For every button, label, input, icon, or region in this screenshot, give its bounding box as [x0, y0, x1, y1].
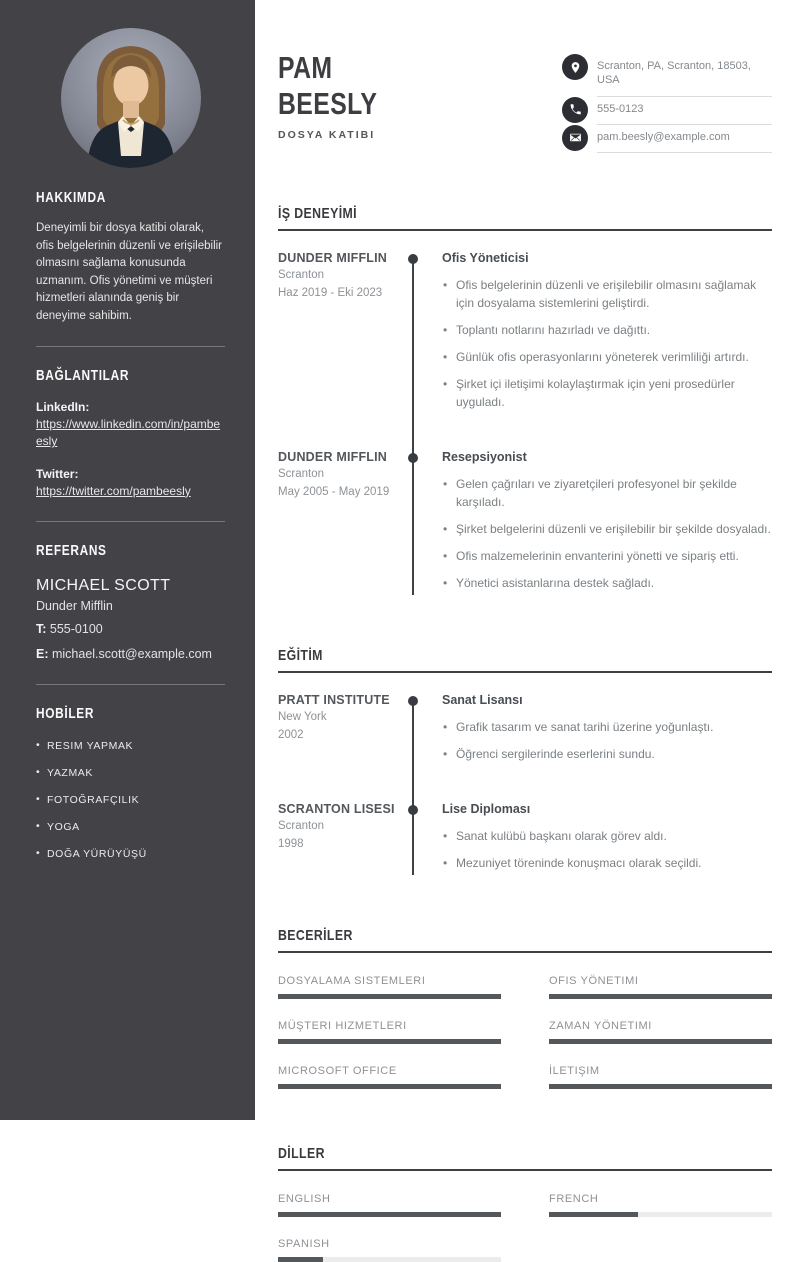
education-section — [278, 647, 772, 881]
skill-bar-fill — [549, 994, 772, 999]
school-location: Scranton — [278, 820, 325, 833]
sidebar-divider — [36, 521, 225, 522]
school-name: SCRANTON LISESI — [278, 802, 395, 817]
language-label: FRENCH — [549, 1193, 599, 1206]
experience-org-block — [278, 251, 408, 420]
contact-location-row — [562, 54, 772, 97]
skill-label: İLETIŞIM — [549, 1065, 600, 1078]
twitter-label: Twitter: — [36, 466, 79, 481]
company-name: DUNDER MIFFLIN — [278, 251, 388, 266]
employment-dates: May 2005 - May 2019 — [278, 486, 390, 499]
bullet: • Öğrenci sergilerinde eserlerini sundu. — [442, 745, 772, 763]
bullet: • Mezuniyet töreninde konuşmacı olarak seçildi. — [442, 854, 772, 872]
sidebar — [0, 0, 255, 1120]
experience-detail — [442, 251, 772, 420]
location-icon — [562, 54, 588, 80]
timeline-dot-cell — [408, 693, 442, 772]
education-item — [278, 802, 772, 881]
linkedin-link[interactable]: https://www.linkedin.com/in/pambeesly — [36, 417, 221, 449]
skill-bar-fill — [549, 1039, 772, 1044]
role-title: Ofis Yöneticisi — [442, 251, 529, 266]
skill-bar-fill — [278, 994, 501, 999]
hobby-item: • YAZMAK — [36, 767, 225, 779]
skill-label: OFIS YÖNETIMI — [549, 975, 639, 988]
hobbies-title: HOBİLER — [36, 705, 95, 722]
skill-label: DOSYALAMA SISTEMLERI — [278, 975, 426, 988]
phone-label: T: — [36, 622, 47, 637]
bullet: • Sanat kulübü başkanı olarak görev aldı. — [442, 827, 772, 845]
timeline-dot — [408, 805, 418, 815]
timeline-dot — [408, 254, 418, 264]
sidebar-divider — [36, 346, 225, 347]
twitter-link[interactable]: https://twitter.com/pambeesly — [36, 483, 191, 498]
phone-value: 555-0100 — [49, 622, 103, 637]
company-location: Scranton — [278, 468, 325, 481]
role-title: Resepsiyonist — [442, 450, 527, 465]
degree-title: Lise Diploması — [442, 802, 531, 817]
email-icon — [562, 125, 588, 151]
company-name: DUNDER MIFFLIN — [278, 450, 388, 465]
education-bullets — [442, 827, 772, 872]
profile-photo — [61, 28, 201, 168]
skill-bar — [549, 1039, 772, 1044]
language-bar-fill — [549, 1212, 638, 1217]
section-rule — [278, 671, 772, 673]
contact-block — [562, 54, 772, 153]
portrait-illustration — [61, 28, 201, 168]
school-name: PRATT INSTITUTE — [278, 693, 390, 708]
languages-title: DİLLER — [278, 1145, 325, 1163]
school-location: New York — [278, 711, 327, 724]
skill-bar-fill — [549, 1084, 772, 1089]
skill-label: ZAMAN YÖNETIMI — [549, 1020, 652, 1033]
education-dates: 2002 — [278, 729, 304, 742]
bullet: • Şirket belgelerini düzenli ve erişilebilir bir şekilde dosyaladı. — [442, 520, 772, 538]
reference-phone — [36, 621, 225, 638]
language-item — [549, 1193, 772, 1217]
sidebar-divider — [36, 684, 225, 685]
languages-grid — [278, 1193, 772, 1262]
contact-location: Scranton, PA, Scranton, 18503, USA — [597, 54, 772, 97]
main-content — [255, 0, 794, 1251]
skill-label: MICROSOFT OFFICE — [278, 1065, 397, 1078]
hobby-item: • FOTOĞRAFÇILIK — [36, 794, 225, 806]
section-rule — [278, 1169, 772, 1171]
experience-section — [278, 205, 772, 601]
reference-company: Dunder Mifflin — [36, 599, 113, 614]
contact-phone-row — [562, 97, 772, 125]
experience-bullets — [442, 475, 772, 592]
education-bullets — [442, 718, 772, 763]
language-label: SPANISH — [278, 1238, 330, 1251]
linkedin-link-group — [36, 400, 225, 451]
degree-title: Sanat Lisansı — [442, 693, 523, 708]
reference-email — [36, 646, 225, 663]
language-item-empty — [549, 1238, 772, 1262]
about-section — [36, 190, 225, 325]
language-label: ENGLISH — [278, 1193, 331, 1206]
skill-item — [549, 975, 772, 999]
skills-grid — [278, 975, 772, 1089]
bullet: • Ofis malzemelerinin envanterini yönetti ve sipariş etti. — [442, 547, 772, 565]
education-title: EĞİTİM — [278, 647, 323, 665]
skills-section — [278, 927, 772, 1089]
name-block — [278, 50, 562, 141]
bullet: • Grafik tasarım ve sanat tarihi üzerine yoğunlaştı. — [442, 718, 772, 736]
phone-icon — [562, 97, 588, 123]
language-bar — [278, 1212, 501, 1217]
skills-title: BECERİLER — [278, 927, 353, 945]
reference-name: MICHAEL SCOTT — [36, 577, 171, 595]
linkedin-label: LinkedIn: — [36, 400, 90, 414]
skill-bar — [278, 994, 501, 999]
experience-detail — [442, 450, 772, 601]
language-item — [278, 1238, 501, 1262]
experience-item — [278, 251, 772, 420]
reference-section — [36, 543, 225, 663]
skill-bar — [278, 1084, 501, 1089]
education-dates: 1998 — [278, 838, 304, 851]
skill-item — [549, 1065, 772, 1089]
language-bar-fill — [278, 1212, 501, 1217]
reference-title: REFERANS — [36, 543, 107, 560]
experience-timeline — [278, 251, 772, 601]
full-name — [278, 50, 562, 122]
bullet: • Toplantı notlarını hazırladı ve dağıttı. — [442, 321, 772, 339]
about-text: Deneyimli bir dosya katibi olarak, ofis belgelerinin düzenli ve erişilebilir olmasını sağlama konusunda uzmanım. Ofis yönetimi ve müşteri hizmetleri alanında geniş bir deneyime sahibim. — [36, 222, 223, 322]
bullet: • Günlük ofis operasyonlarını yöneterek verimliliği artırdı. — [442, 348, 772, 366]
hobby-item: • RESIM YAPMAK — [36, 740, 225, 752]
skill-bar — [549, 1084, 772, 1089]
hobby-list — [36, 740, 225, 860]
links-title: BAĞLANTILAR — [36, 368, 130, 384]
skill-item — [549, 1020, 772, 1044]
skill-bar-fill — [278, 1039, 501, 1044]
last-name: BEESLY — [278, 86, 378, 121]
email-value: michael.scott@example.com — [51, 647, 212, 662]
company-location: Scranton — [278, 269, 325, 282]
bullet: • Ofis belgelerinin düzenli ve erişilebilir olmasını sağlamak için dosyalama sistemlerini geliştirdi. — [442, 276, 772, 312]
bullet: • Şirket içi iletişimi kolaylaştırmak için yeni prosedürler uyguladı. — [442, 375, 772, 411]
hobby-item: • YOGA — [36, 821, 225, 833]
education-org-block — [278, 802, 408, 881]
timeline-dot — [408, 696, 418, 706]
skill-bar-fill — [278, 1084, 501, 1089]
skill-item — [278, 1020, 501, 1044]
contact-email: pam.beesly@example.com — [597, 125, 772, 153]
language-item — [278, 1193, 501, 1217]
skill-bar — [278, 1039, 501, 1044]
timeline-dot-cell — [408, 251, 442, 420]
email-label: E: — [36, 647, 49, 662]
twitter-link-group — [36, 467, 225, 500]
links-section — [36, 368, 225, 500]
education-org-block — [278, 693, 408, 772]
timeline-dot-cell — [408, 802, 442, 881]
language-bar-fill — [278, 1257, 323, 1262]
experience-org-block — [278, 450, 408, 601]
about-title: HAKKIMDA — [36, 190, 106, 206]
skill-label: MÜŞTERI HIZMETLERI — [278, 1020, 407, 1033]
skill-bar — [549, 994, 772, 999]
contact-phone: 555-0123 — [597, 97, 772, 125]
skill-item — [278, 975, 501, 999]
education-detail — [442, 693, 772, 772]
contact-email-row — [562, 125, 772, 153]
employment-dates: Haz 2019 - Eki 2023 — [278, 287, 383, 300]
first-name: PAM — [278, 50, 333, 85]
section-rule — [278, 951, 772, 953]
timeline-dot — [408, 453, 418, 463]
bullet: • Yönetici asistanlarına destek sağladı. — [442, 574, 772, 592]
bullet: • Gelen çağrıları ve ziyaretçileri profesyonel bir şekilde karşıladı. — [442, 475, 772, 511]
timeline-dot-cell — [408, 450, 442, 601]
hobbies-section — [36, 706, 225, 860]
education-item — [278, 693, 772, 772]
education-detail — [442, 802, 772, 881]
resume-header — [278, 50, 772, 153]
languages-section — [278, 1145, 772, 1262]
language-bar — [278, 1257, 501, 1262]
education-timeline — [278, 693, 772, 881]
experience-item — [278, 450, 772, 601]
hobby-item: • DOĞA YÜRÜYÜŞÜ — [36, 848, 225, 860]
job-title: DOSYA KATIBI — [278, 129, 376, 141]
experience-title: İŞ DENEYİMİ — [278, 205, 358, 223]
skill-item — [278, 1065, 501, 1089]
language-bar — [549, 1212, 772, 1217]
section-rule — [278, 229, 772, 231]
experience-bullets — [442, 276, 772, 411]
